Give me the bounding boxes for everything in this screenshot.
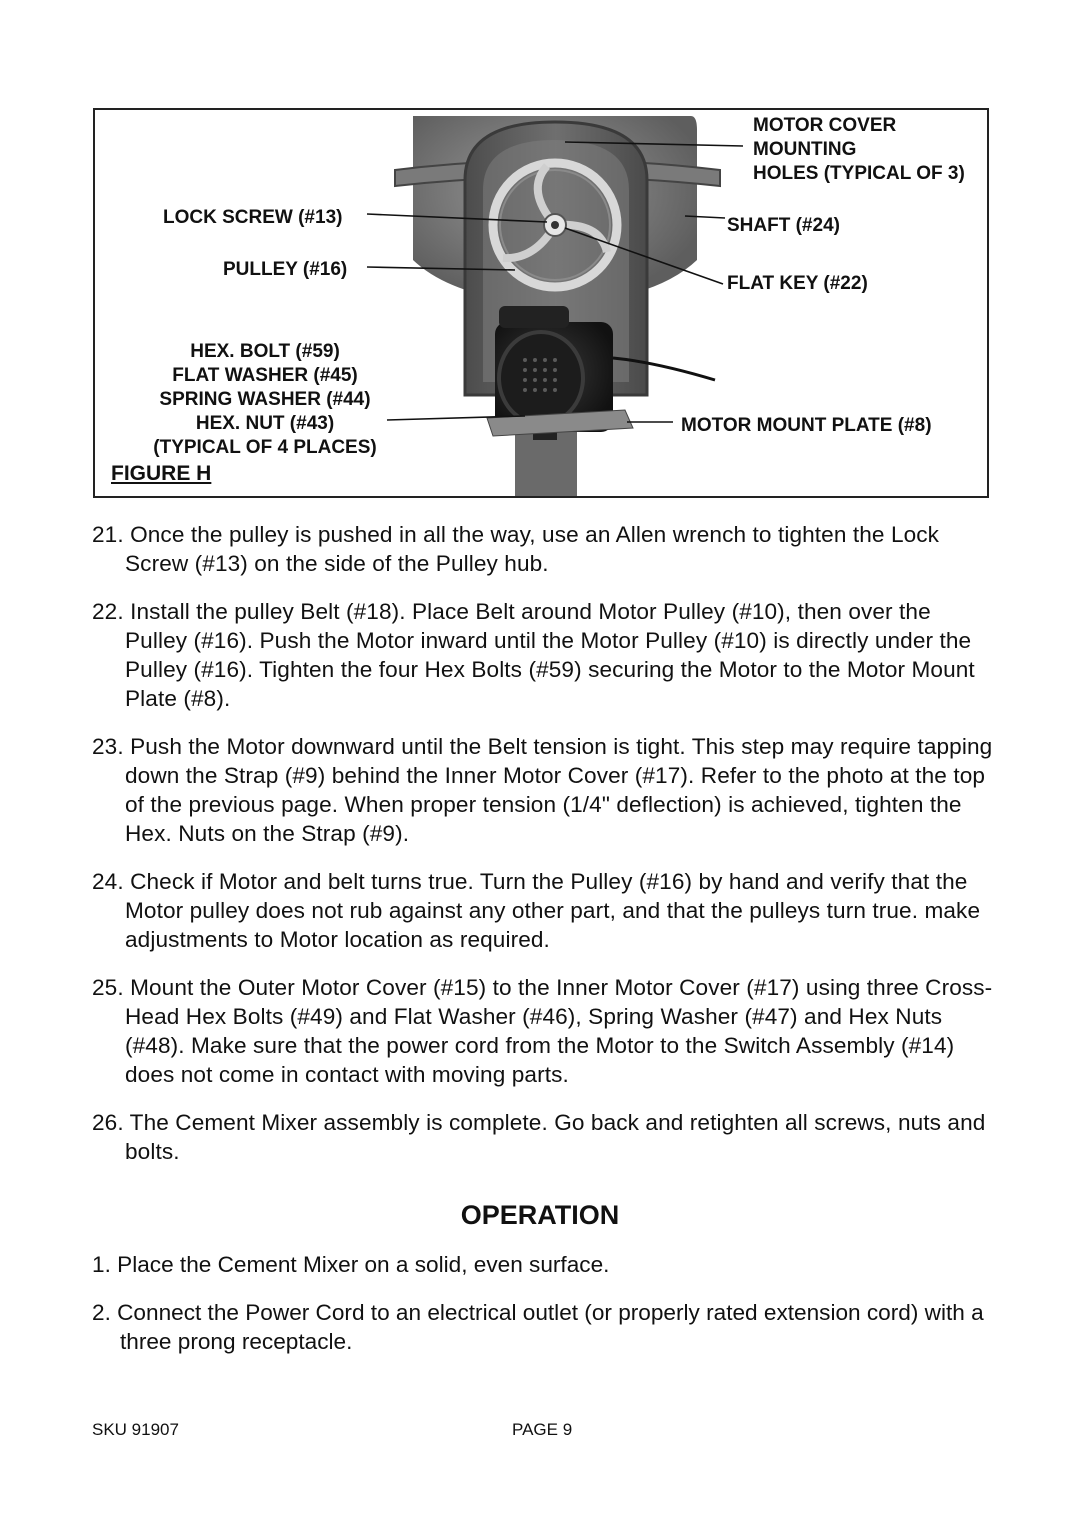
operation-steps	[92, 1250, 997, 1375]
assembly-steps	[92, 520, 997, 1185]
callout-motor-mount-plate: MOTOR MOUNT PLATE (#8)	[681, 415, 932, 436]
operation-step-2: 2. Connect the Power Cord to an electrical outlet (or properly rated extension cord) with a three prong receptacle.	[92, 1300, 984, 1354]
callout-motor-cover-line-3: HOLES (TYPICAL OF 3)	[753, 163, 965, 184]
callout-lock-screw: LOCK SCREW (#13)	[163, 207, 343, 228]
figure-h	[93, 108, 989, 498]
operation-heading: OPERATION	[460, 1200, 620, 1230]
figure-label: FIGURE H	[111, 462, 212, 485]
callout-motor-cover-mounting	[753, 114, 965, 186]
step-21: 21. Once the pulley is pushed in all the way, use an Allen wrench to tighten the Lock Screw (#13) on the side of the Pulley hub.	[92, 522, 940, 576]
callout-flat-washer: FLAT WASHER (#45)	[172, 365, 358, 386]
operation-step-1: 1. Place the Cement Mixer on a solid, even surface.	[92, 1252, 610, 1277]
callout-typical-places: (TYPICAL OF 4 PLACES)	[153, 437, 377, 458]
callout-motor-cover-line-1: MOTOR COVER	[753, 115, 897, 136]
step-25: 25. Mount the Outer Motor Cover (#15) to the Inner Motor Cover (#17) using three Cross-Head Hex Bolts (#49) and Flat Washer (#46), Spring Washer (#47) and Hex Nuts (#48). Make sure that the power cord from the Motor to the Switch Assembly (#14) does not come in contact with moving parts.	[92, 975, 993, 1087]
callout-hardware	[145, 340, 385, 460]
step-26: 26. The Cement Mixer assembly is complete. Go back and retighten all screws, nuts and bolts.	[92, 1110, 986, 1164]
footer-sku: SKU 91907	[92, 1420, 179, 1439]
step-23: 23. Push the Motor downward until the Belt tension is tight. This step may require tapping down the Strap (#9) behind the Inner Motor Cover (#17). Refer to the photo at the top of the previous page. When proper tension (1/4" deflection) is achieved, tighten the Hex. Nuts on the Strap (#9).	[92, 734, 993, 846]
step-24: 24. Check if Motor and belt turns true. Turn the Pulley (#16) by hand and verify that the Motor pulley does not rub against any other part, and that the pulleys turn true. make adjustments to Motor location as required.	[92, 869, 981, 952]
callout-flat-key: FLAT KEY (#22)	[727, 273, 868, 294]
callout-hex-nut: HEX. NUT (#43)	[195, 413, 335, 434]
callout-shaft: SHAFT (#24)	[727, 215, 840, 236]
footer-page-number: PAGE 9	[512, 1420, 573, 1439]
callout-motor-cover-line-2: MOUNTING	[753, 139, 857, 160]
callout-pulley: PULLEY (#16)	[223, 259, 348, 280]
callout-spring-washer: SPRING WASHER (#44)	[159, 389, 371, 410]
callout-hex-bolt: HEX. BOLT (#59)	[190, 341, 340, 362]
step-22: 22. Install the pulley Belt (#18). Place Belt around Motor Pulley (#10), then over the Pulley (#16). Push the Motor inward until the Motor Pulley (#10) is directly under the Pulley (#16). Tighten the four Hex Bolts (#59) securing the Motor to the Motor Mount Plate (#8).	[92, 599, 975, 711]
